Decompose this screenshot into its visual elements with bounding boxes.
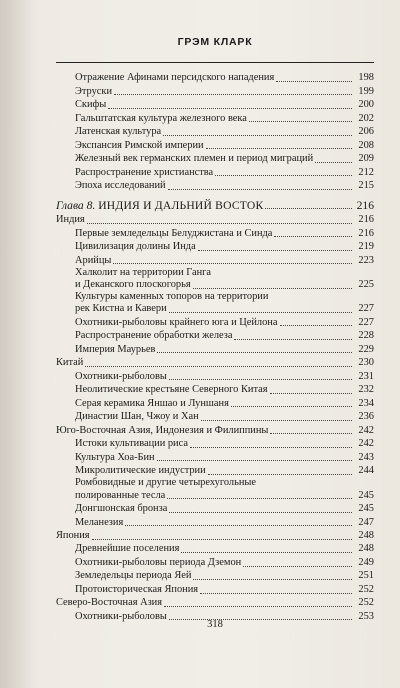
toc-page-number: 216 — [358, 227, 374, 239]
toc-page-number: 232 — [358, 384, 374, 396]
toc-entry-text: Империя Маурьев — [75, 343, 156, 355]
toc-page-number: 234 — [358, 397, 374, 409]
toc-section-heading — [56, 596, 374, 609]
toc-page-number: 225 — [358, 278, 374, 290]
toc-entry — [56, 464, 374, 477]
toc-page-number: 227 — [358, 303, 374, 315]
toc-page-number: 248 — [358, 543, 374, 555]
toc-page-number: 245 — [358, 503, 374, 515]
dot-leader — [198, 249, 352, 251]
toc-entry — [56, 556, 374, 569]
header-rule — [56, 62, 374, 63]
toc-entry — [56, 542, 374, 555]
toc-entry — [56, 253, 374, 266]
toc-entry — [56, 316, 374, 329]
toc-entry — [56, 98, 374, 111]
toc-entry — [56, 267, 374, 291]
toc-section-heading — [56, 529, 374, 542]
toc-section-previous-chapter — [56, 71, 374, 192]
dot-leader — [108, 107, 352, 109]
dot-leader — [234, 338, 352, 340]
dot-leader — [168, 188, 352, 190]
toc-page-number: 215 — [358, 180, 374, 192]
toc-entry — [56, 583, 374, 596]
dot-leader — [270, 432, 352, 434]
toc-page-number: 245 — [358, 489, 374, 501]
dot-leader — [249, 120, 352, 122]
toc-section-india — [56, 213, 374, 356]
toc-entry-text: Истоки культивации риса — [75, 438, 188, 450]
toc-page-number: 231 — [358, 370, 374, 382]
toc-section-heading — [56, 213, 374, 226]
toc-entry-text: Протоисторическая Япония — [75, 583, 199, 595]
dot-leader — [200, 592, 352, 594]
toc-entry-text-line2: рек Кистна и Кавери — [75, 303, 167, 315]
toc-entry-text: Династии Шан, Чжоу и Хан — [75, 411, 199, 423]
toc-entry — [56, 291, 374, 315]
dot-leader — [206, 147, 352, 149]
dot-leader — [85, 365, 352, 367]
toc-entry — [56, 240, 374, 253]
dot-leader — [125, 524, 352, 526]
toc-entry — [56, 226, 374, 239]
toc-entry-text: Япония — [56, 529, 90, 541]
dot-leader — [201, 419, 352, 421]
toc-entry-text: Древнейшие поселения — [75, 543, 180, 555]
toc-entry — [56, 383, 374, 396]
toc-entry-text: Северо-Восточная Азия — [56, 597, 163, 609]
toc-entry-text: Охотники-рыболовы крайнего юга и Цейлона — [75, 316, 278, 328]
toc-page-number: 212 — [358, 166, 374, 178]
page-number-footer: 318 — [207, 619, 223, 630]
table-of-contents — [56, 71, 374, 623]
toc-page-number: 199 — [358, 85, 374, 97]
dot-leader — [208, 473, 352, 475]
dot-leader — [181, 551, 352, 553]
toc-entry-text: Гальштатская культура железного века — [75, 112, 247, 124]
toc-entry — [56, 396, 374, 409]
toc-entry-line2 — [56, 303, 374, 315]
toc-entry-text: Охотники-рыболовы — [75, 370, 167, 382]
toc-entry-text: Цивилизация долины Инда — [75, 241, 196, 253]
toc-page-number: 242 — [358, 424, 374, 436]
toc-entry — [56, 477, 374, 501]
toc-page-number: 251 — [358, 570, 374, 582]
toc-entry-text: Первые земледельцы Белуджистана и Синда — [75, 227, 273, 239]
dot-leader — [265, 207, 352, 209]
dot-leader — [157, 459, 352, 461]
toc-page-number: 209 — [358, 153, 374, 165]
toc-page-number: 252 — [358, 583, 374, 595]
dot-leader — [215, 174, 352, 176]
toc-entry — [56, 152, 374, 165]
toc-page-number: 219 — [358, 241, 374, 253]
dot-leader — [274, 235, 352, 237]
toc-page-number: 247 — [358, 516, 374, 528]
toc-chapter-heading — [56, 198, 374, 211]
toc-section-heading — [56, 423, 374, 436]
toc-page-number: 252 — [358, 597, 374, 609]
toc-entry-text: Охотники-рыболовы — [75, 610, 167, 622]
toc-entry — [56, 369, 374, 382]
running-header: ГРЭМ КЛАРК — [177, 36, 253, 48]
toc-entry — [56, 329, 374, 342]
toc-entry-text: Отражение Афинами персидского нападения — [75, 72, 275, 84]
toc-section-china — [56, 356, 374, 423]
toc-page-number: 216 — [358, 214, 374, 226]
toc-page-number: 244 — [358, 465, 374, 477]
dot-leader — [163, 134, 352, 136]
toc-entry-text: Охотники-рыболовы периода Дземон — [75, 556, 242, 568]
toc-entry-text: Китай — [56, 357, 84, 369]
toc-entry-text: Распространение обработки железа — [75, 330, 233, 342]
toc-section-southeast-asia — [56, 423, 374, 528]
chapter-label: Глава 8. — [56, 198, 96, 212]
toc-entry — [56, 569, 374, 582]
dot-leader — [243, 565, 352, 567]
toc-entry — [56, 343, 374, 356]
toc-entry-text-line1: Культуры каменных топоров на территории — [75, 291, 269, 303]
toc-entry — [56, 450, 374, 463]
toc-page-number: 248 — [358, 529, 374, 541]
dot-leader — [87, 222, 352, 224]
dot-leader — [167, 497, 352, 499]
toc-entry-text: Меланезия — [75, 516, 124, 528]
dot-leader — [193, 287, 352, 289]
dot-leader — [193, 578, 352, 580]
toc-entry — [56, 410, 374, 423]
dot-leader — [270, 392, 352, 394]
toc-entry — [56, 502, 374, 515]
toc-page-number: 198 — [358, 72, 374, 84]
dot-leader — [114, 93, 352, 95]
toc-entry — [56, 111, 374, 124]
toc-entry-text: Экспансия Римской империи — [75, 139, 204, 151]
toc-page-number: 236 — [358, 411, 374, 423]
dot-leader — [231, 405, 352, 407]
toc-entry — [56, 125, 374, 138]
toc-page-number: 242 — [358, 438, 374, 450]
toc-entry — [56, 437, 374, 450]
chapter-title: ИНДИЯ И ДАЛЬНИЙ ВОСТОК — [98, 198, 264, 212]
toc-entry — [56, 84, 374, 97]
dot-leader — [113, 262, 352, 264]
toc-entry-text: Микролитические индустрии — [75, 465, 206, 477]
toc-entry-text: Донгшонская бронза — [75, 503, 168, 515]
toc-entry-text: Скифы — [75, 99, 107, 111]
toc-page-number: 243 — [358, 451, 374, 463]
toc-entry-line2 — [56, 490, 374, 502]
toc-page-number: 249 — [358, 556, 374, 568]
toc-page-number: 202 — [358, 112, 374, 124]
toc-entry-text-line2: полированные тесла — [75, 489, 166, 501]
toc-entry — [56, 165, 374, 178]
toc-section-heading — [56, 356, 374, 369]
dot-leader — [169, 511, 352, 513]
toc-entry-line2 — [56, 279, 374, 291]
toc-entry-text: Эпоха исследований — [75, 180, 166, 192]
toc-entry — [56, 71, 374, 84]
toc-entry-text: Латенская культура — [75, 126, 162, 138]
toc-page-number: 229 — [358, 343, 374, 355]
toc-entry-text: Серая керамика Яншао и Луншаня — [75, 397, 229, 409]
toc-page-number: 253 — [358, 610, 374, 622]
toc-page-number: 228 — [358, 330, 374, 342]
toc-page-number: 223 — [358, 254, 374, 266]
toc-entry-text: Железный век германских племен и период миграций — [75, 153, 314, 165]
toc-entry-text: Индия — [56, 214, 85, 226]
toc-entry-text-line2: и Деканского плоскогорья — [75, 278, 191, 290]
toc-entry-text: Арийцы — [75, 254, 112, 266]
dot-leader — [169, 378, 352, 380]
toc-entry-text: Юго-Восточная Азия, Индонезия и Филиппины — [56, 424, 269, 436]
dot-leader — [157, 351, 352, 353]
toc-page-number: 200 — [358, 99, 374, 111]
chapter-page-number: 216 — [356, 198, 374, 212]
dot-leader — [164, 605, 352, 607]
dot-leader — [315, 161, 352, 163]
toc-page-number: 227 — [358, 316, 374, 328]
toc-entry-text: Этруски — [75, 85, 113, 97]
toc-entry — [56, 179, 374, 192]
dot-leader — [280, 324, 353, 326]
toc-page-number: 230 — [358, 357, 374, 369]
toc-entry-text: Земледельцы периода Яей — [75, 570, 192, 582]
toc-entry-text-line1: Ромбовидные и другие четырехугольные — [75, 477, 256, 489]
toc-page-number: 206 — [358, 126, 374, 138]
dot-leader — [92, 538, 352, 540]
dot-leader — [276, 80, 352, 82]
toc-entry-text: Культура Хоа-Бин — [75, 451, 155, 463]
toc-section-japan — [56, 529, 374, 596]
page-gutter-shadow — [0, 0, 40, 688]
dot-leader — [169, 311, 352, 313]
toc-entry — [56, 515, 374, 528]
toc-entry-text: Неолитические крестьяне Северного Китая — [75, 384, 268, 396]
toc-entry-text: Распространение христианства — [75, 166, 214, 178]
toc-entry-text-line1: Халколит на территории Ганга — [75, 266, 212, 278]
dot-leader — [190, 446, 352, 448]
toc-entry — [56, 138, 374, 151]
toc-page-number: 208 — [358, 139, 374, 151]
